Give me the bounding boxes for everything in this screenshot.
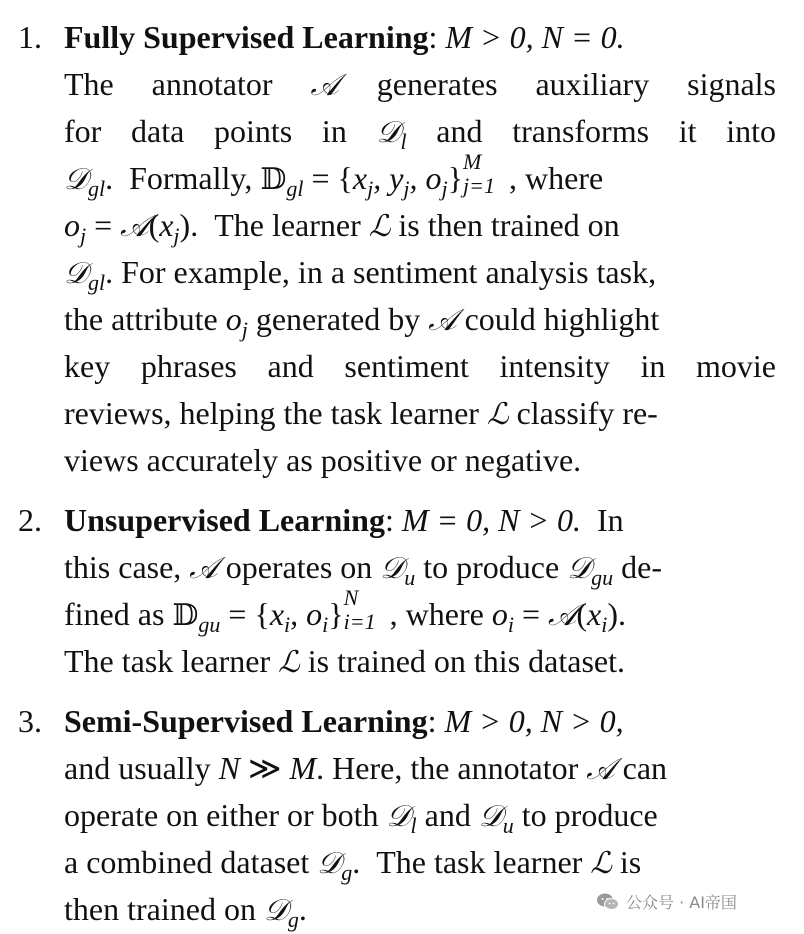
- item-number: 2.: [18, 502, 42, 538]
- text-line: fined as 𝔻$_{gu}$ = {$x_i$, $o_i$} N i=1 , where $o_i$ = $𝒜(x_i)$.: [64, 584, 627, 637]
- text-line: the attribute $o_j$ generated by 𝒜 could highlight: [64, 301, 660, 342]
- item-heading-line: Fully Supervised Learning: M > 0, N = 0.: [64, 19, 625, 55]
- watermark-text: 公众号 · AI帝国: [626, 892, 737, 912]
- text-line: The task learner ℒ is trained on this dataset.: [64, 643, 625, 680]
- text-line: and usually N ≫ M. Here, the annotator 𝒜 can: [64, 750, 668, 787]
- text-line: views accurately as positive or negative.: [64, 442, 582, 478]
- text-line: [64, 61, 776, 108]
- item-condition: M = 0, N > 0.: [401, 502, 582, 538]
- text-line: 𝒟$_{gl}$. For example, in a sentiment analysis task,: [64, 254, 657, 295]
- item-heading-line: Unsupervised Learning: M = 0, N > 0. In: [64, 502, 624, 538]
- item-title: Fully Supervised Learning: [64, 19, 429, 55]
- item-condition: M > 0, N = 0.: [445, 19, 625, 55]
- text-line: a combined dataset 𝒟$_g$. The task learner ℒ is: [64, 844, 642, 885]
- item-number: 1.: [18, 19, 42, 55]
- text-line: key phrases and sentiment intensity in movie: [64, 348, 776, 384]
- item-title: Semi-Supervised Learning: [64, 703, 428, 739]
- text-line: for data points in 𝒟$_l$ and transforms it into: [64, 113, 776, 154]
- item-number: 3.: [18, 703, 42, 739]
- wechat-icon: [596, 892, 620, 912]
- text-line: reviews, helping the task learner ℒ classify re-: [64, 395, 658, 432]
- text-line: then trained on 𝒟$_g$.: [64, 891, 307, 932]
- text-line: this case, 𝒜 operates on 𝒟$_u$ to produce 𝒟$_{gu}$ de-: [64, 549, 663, 590]
- item-title: Unsupervised Learning: [64, 502, 385, 538]
- text-line: 𝒟$_{gl}$. Formally, 𝔻$_{gl}$ = {$x_j$, $y_j$, $o_j$} M j=1 , where: [64, 148, 604, 201]
- text-line: $o_j$ = $𝒜(x_j)$. The learner ℒ is then trained on: [64, 207, 620, 248]
- watermark: [596, 886, 737, 918]
- text-line: operate on either or both 𝒟$_l$ and 𝒟$_u$ to produce: [64, 797, 658, 838]
- item-condition: M > 0, N > 0,: [444, 703, 624, 739]
- item-heading-line: Semi-Supervised Learning: M > 0, N > 0,: [64, 703, 624, 739]
- text-segment: The annotator 𝒜 generates auxiliary signals: [64, 66, 777, 103]
